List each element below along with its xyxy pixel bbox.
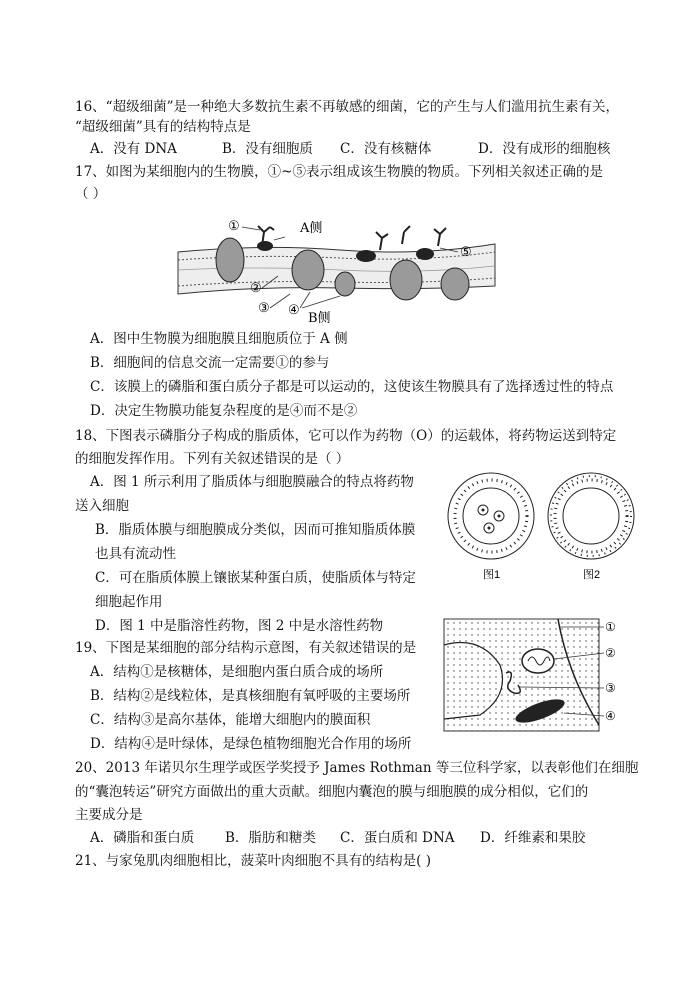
q17-option-d: D．决定生物膜功能复杂程度的是④而不是② xyxy=(90,403,358,419)
q20-option-b: B．脂肪和糖类 xyxy=(225,830,316,846)
cell-label-2: ② xyxy=(605,646,616,660)
q19-option-d: D．结构④是叶绿体，是绿色植物细胞光合作用的场所 xyxy=(90,736,412,752)
q19-option-b: B．结构②是线粒体，是真核细胞有氧呼吸的主要场所 xyxy=(90,688,411,704)
q16-stem-line2: “超级细菌”具有的结构特点是 xyxy=(75,119,251,135)
q17-option-b: B．细胞间的信息交流一定需要①的参与 xyxy=(90,355,330,371)
cell-structure-figure xyxy=(440,615,625,735)
protein-shape xyxy=(216,238,244,282)
q18-stem-line2: 的细胞发挥作用。下列有关叙述错误的是（ ） xyxy=(75,451,350,467)
label-a-side: A侧 xyxy=(300,221,323,236)
q16-option-a: A．没有 DNA xyxy=(90,141,177,157)
q21-stem-line1: 21、与家兔肌肉细胞相比，菠菜叶肉细胞不具有的结构是( ) xyxy=(75,853,432,869)
q20-stem-line2: 的“囊泡转运”研究方面做出的重大贡献。细胞内囊泡的膜与细胞膜的成分相似，它们的 xyxy=(75,784,589,800)
q18-option-c-line2: 细胞起作用 xyxy=(95,594,163,610)
q20-option-d: D．纤维素和果胶 xyxy=(480,830,586,846)
fig1-caption: 图1 xyxy=(483,569,501,581)
q18-option-b-line1: B．脂质体膜与细胞膜成分类似，因而可推知脂质体膜 xyxy=(95,522,416,538)
liposome-1 xyxy=(448,473,534,559)
q16-stem-line1: 16、“超级细菌”是一种绝大多数抗生素不再敏感的细菌，它的产生与人们滥用抗生素有关， xyxy=(75,99,619,115)
mitochondrion-shape xyxy=(522,649,554,673)
protein-shape xyxy=(292,250,324,290)
q18-option-a-line2: 送入细胞 xyxy=(75,498,129,514)
fig2-caption: 图2 xyxy=(583,569,601,581)
label-b-side: B侧 xyxy=(308,311,331,324)
q18-stem-line1: 18、下图表示磷脂分子构成的脂质体，它可以作为药物（O）的运载体，将药物运送到特定 xyxy=(75,428,617,444)
glycoprotein-chain xyxy=(434,228,446,246)
protein-shape xyxy=(257,241,273,251)
cell-label-3: ③ xyxy=(605,681,616,695)
liposome-2 xyxy=(548,473,634,559)
label-5: ⑤ xyxy=(460,245,472,260)
q18-option-d: D．图 1 中是脂溶性药物，图 2 中是水溶性药物 xyxy=(95,618,384,634)
q17-stem-line1: 17、如图为某细胞内的生物膜，①~⑤表示组成该生物膜的物质。下列相关叙述正确的是 xyxy=(75,164,603,180)
q18-option-a-line1: A．图 1 所示利用了脂质体与细胞膜融合的特点将药物 xyxy=(90,474,414,490)
q16-option-c: C．没有核糖体 xyxy=(340,141,432,157)
protein-shape xyxy=(441,268,469,300)
protein-shape xyxy=(390,260,422,300)
q20-option-c: C．蛋白质和 DNA xyxy=(340,830,455,846)
cell-label-1: ① xyxy=(605,620,616,634)
label-1: ① xyxy=(228,219,240,234)
membrane-figure xyxy=(170,214,500,324)
q19-stem-line1: 19、下图是某细胞的部分结构示意图，有关叙述错误的是 xyxy=(75,640,417,656)
q16-option-d: D．没有成形的细胞核 xyxy=(478,141,611,157)
q17-option-c: C．该膜上的磷脂和蛋白质分子都是可以运动的，这使该生物膜具有了选择透过性的特点 xyxy=(90,379,614,395)
label-4: ④ xyxy=(288,303,300,318)
q20-stem-line1: 20、2013 年诺贝尔生理学或医学奖授予 James Rothman 等三位科学家，以表彰他们在细胞 xyxy=(75,760,639,776)
q19-option-a: A．结构①是核糖体，是细胞内蛋白质合成的场所 xyxy=(90,664,384,680)
cell-label-4: ④ xyxy=(605,709,616,723)
protein-shape xyxy=(356,250,376,262)
q18-option-b-line2: 也具有流动性 xyxy=(95,546,176,562)
q16-option-b: B．没有细胞质 xyxy=(222,141,313,157)
q20-stem-line3: 主要成分是 xyxy=(75,807,143,823)
glycoprotein-chain xyxy=(376,232,388,250)
q17-stem-line2: （ ） xyxy=(75,186,107,202)
q20-option-a: A．磷脂和蛋白质 xyxy=(90,830,195,846)
label-2: ② xyxy=(250,281,262,296)
liposome-figure xyxy=(445,470,640,585)
q19-option-c: C．结构③是高尔基体，能增大细胞内的膜面积 xyxy=(90,712,371,728)
label-3: ③ xyxy=(258,301,270,316)
q17-option-a: A．图中生物膜为细胞膜且细胞质位于 A 侧 xyxy=(90,331,348,347)
glycoprotein-chain xyxy=(402,226,410,244)
q18-option-c-line1: C．可在脂质体膜上镶嵌某种蛋白质，使脂质体与特定 xyxy=(95,570,416,586)
protein-shape xyxy=(416,248,434,260)
protein-shape xyxy=(335,272,355,296)
